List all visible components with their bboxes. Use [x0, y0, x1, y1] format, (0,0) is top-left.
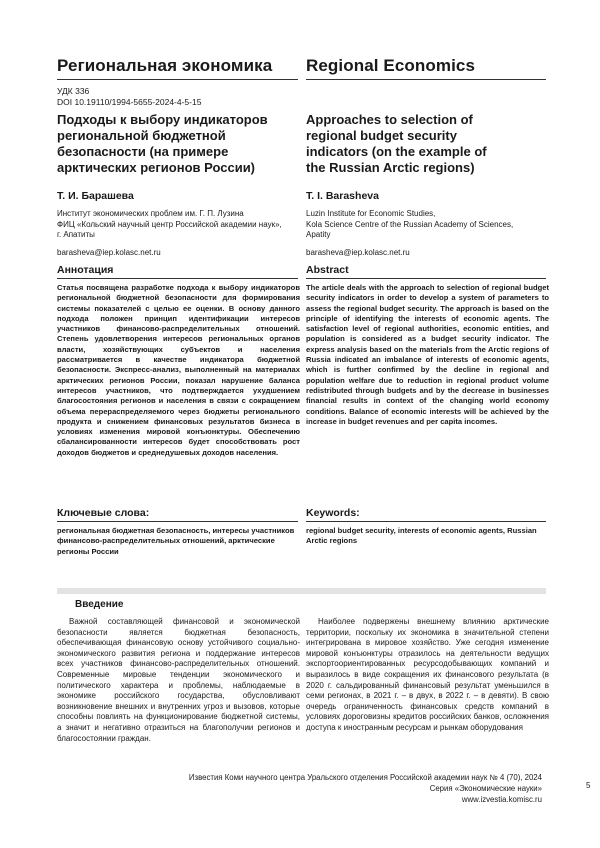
affiliation-en-line1: Luzin Institute for Economic Studies,	[306, 209, 436, 218]
affiliation-ru-line1: Институт экономических проблем им. Г. П. Лузина	[57, 209, 244, 218]
page-number: 5	[586, 781, 591, 790]
intro-heading: Введение	[75, 599, 124, 610]
keywords-text-en: regional budget security, interests of economic agents, Russian Arctic regions	[306, 526, 537, 546]
abstract-heading-ru: Аннотация	[57, 264, 114, 276]
keywords-heading-block-en	[306, 507, 549, 519]
email-ru[interactable]: barasheva@iep.kolasc.net.ru	[57, 248, 161, 257]
article-meta	[57, 86, 300, 107]
title-block-ru	[57, 112, 300, 176]
journal-url[interactable]: www.izvestia.komisc.ru	[461, 795, 542, 804]
author-name-ru: Т. И. Барашева	[57, 190, 134, 202]
email-en[interactable]: barasheva@iep.kolasc.net.ru	[306, 248, 410, 257]
intro-divider-bar	[57, 588, 546, 594]
journal-series: Серия «Экономические науки»	[429, 784, 542, 793]
article-title-en: Approaches to selection of regional budget security indicators (on the example of the Russian Arctic regions)	[306, 112, 487, 175]
affiliation-en-line3: Apatity	[306, 230, 331, 239]
abstract-body-ru	[57, 283, 300, 458]
udc-code: УДК 336	[57, 86, 90, 96]
affiliation-en-line2: Kola Science Centre of the Russian Academy of Sciences,	[306, 219, 514, 229]
keywords-heading-en: Keywords:	[306, 507, 360, 519]
abstract-heading-block-ru	[57, 264, 300, 276]
doi: DOI 10.19110/1994-5655-2024-4-5-15	[57, 96, 202, 107]
header-rule-ru	[57, 79, 298, 80]
journal-name: Известия Коми научного центра Уральского отделения Российской академии наук № 4 (70), 2024	[188, 773, 542, 782]
article-title-ru: Подходы к выбору индикаторов региональной бюджетной безопасности (на примере арктических регионов России)	[57, 112, 268, 175]
keywords-heading-ru: Ключевые слова:	[57, 507, 150, 519]
abstract-rule-ru	[57, 278, 298, 279]
section-title-ru: Региональная экономика	[57, 56, 273, 75]
affiliation-ru-line2: ФИЦ «Кольский научный центр Российской академии наук»,	[57, 219, 282, 229]
keywords-text-ru: региональная бюджетная безопасность, интересы участников финансово-распределительных отношений, арктические регионы России	[57, 526, 295, 556]
intro-text-right: Наиболее подвержены внешнему влиянию арктические территории, поскольку их экономика в значительной степени интегрирована в мировое хозяйство. Уже сегодня изменение мировой конъюнктуры отразилось на деятельности ведущих экспортоориентированных ресурсодобывающих компаний и выразилось в виде сокращения их финансового результата (в 2020 г. сальдированный финансовый результат уменьшился в семи регионах, в 2021 г. – в двух, в 2022 г. – в девяти). В свою очередь ограниченность финансовых средств компаний в условиях дороговизны кредитов российских банков, осложнения доступа к иностранным ресурсам и рынкам оборудования	[306, 617, 549, 732]
abstract-text-ru: Статья посвящена разработке подхода к выбору индикаторов региональной бюджетной безопасности для формирования системы показателей с целью ее оценки. В основу данного подхода положен принцип идентификации интересов участников финансово-распределительных отношений. Степень удовлетворения интересов региональных органов власти, хозяйствующих субъектов и населения рассматривается в качестве индикатора бюджетной безопасности. Экспресс-анализ, выполненный на материалах арктических регионов России, показал нарушение баланса интересов участников, что подтверждается ухудшением благосостояния регионов и населения в связи с сокращением объема перераспределяемого через бюджеты регионального продукта и снижением финансовых результатов бизнеса в условиях изменения мировой конъюнктуры. Обеспечению сбалансированности интересов будет способствовать рост доходов бюджетов и среднедушевых доходов населения.	[57, 283, 300, 457]
intro-column-right	[306, 617, 549, 734]
affiliation-ru-line3: г. Апатиты	[57, 230, 95, 239]
keywords-rule-en	[306, 521, 546, 522]
abstract-heading-en: Abstract	[306, 264, 349, 276]
title-block-en	[306, 112, 549, 176]
keywords-rule-ru	[57, 521, 298, 522]
abstract-rule-en	[306, 278, 546, 279]
keywords-body-ru	[57, 526, 300, 557]
intro-column-left	[57, 617, 300, 744]
author-block-en	[306, 190, 549, 202]
abstract-body-en	[306, 283, 549, 427]
affiliation-ru	[57, 209, 300, 241]
affiliation-en	[306, 209, 549, 241]
section-title-en: Regional Economics	[306, 56, 476, 75]
header-rule-en	[306, 79, 546, 80]
abstract-text-en: The article deals with the approach to selection of regional budget security indicators in order to develop a system of parameters to assess the regional budget security. The approach is based on the principle of identifying the interests of economic agents. The satisfaction level of regional authorities, economic entities, and population is considered as a budget security indicator. The express analysis based on the materials from the Arctic regions of Russia indicated an imbalance of interests of economic agents, which is further confirmed by the decline in regional and population welfare due to reduction in regional product volume redistributed through budgets and by the decrease in businesses financial results in context of the changing world economy conditions. Balance of economic interests will be achieved by the increase in budget revenues and per capita incomes.	[306, 283, 549, 426]
section-header-en	[306, 56, 549, 76]
author-name-en: T. I. Barasheva	[306, 190, 379, 202]
intro-text-left: Важной составляющей финансовой и экономической безопасности является бюджетная безопасность, обеспечивающая финансовую основу устойчивого социально-экономического развития региона и поддержание интересов всех участников финансово-распределительных отношений. Современные мировые тенденции экономического и политического характера и проблемы, наблюдаемые в экономике российского государства, обусловливают возникновение внешних и внутренних угроз и вызовов, которые способны повлиять на функционирование бюджетной системы, а значит и негативно отразиться на благополучии регионов и благосостоянии граждан.	[57, 617, 300, 743]
keywords-heading-block-ru	[57, 507, 300, 519]
section-header-ru	[57, 56, 300, 76]
abstract-heading-block-en	[306, 264, 549, 276]
author-block-ru	[57, 190, 300, 202]
journal-footer	[189, 772, 542, 805]
keywords-body-en	[306, 526, 549, 547]
